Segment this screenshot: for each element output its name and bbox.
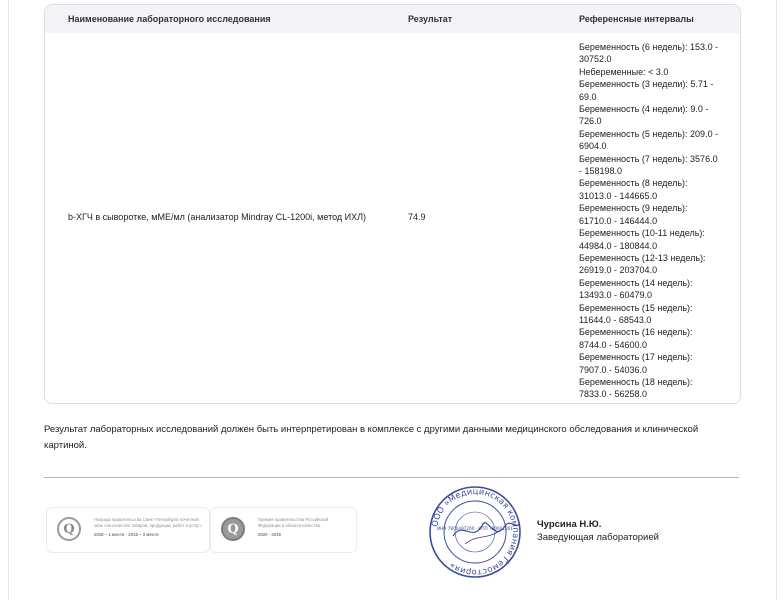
reference-line: Беременность (6 недель): 153.0 - [579,42,719,52]
reference-line: 31013.0 - 144665.0 [579,190,658,201]
reference-line: Беременность (3 недели): 5.71 - [579,79,714,90]
reference-line: Беременность (5 недель): 209.0 - [579,128,719,139]
signer-name: Чурсина Н.Ю. [537,519,602,530]
signer-role: Заведующая лабораторией [537,532,659,543]
quality-logo-icon: Q [57,517,81,541]
reference-line: 44984.0 - 180844.0 [579,240,658,251]
reference-line: Беременность (14 недель): [579,277,693,288]
reference-line: 8744.0 - 54600.0 [579,339,648,350]
award-badge-spb [46,507,210,553]
reference-line: Беременность (15 недель): [579,302,693,313]
results-table [44,4,741,404]
divider [44,477,739,478]
award-text: Награда правительства Санкт-Петербурга почетный знак «За качество товаров, продукции, работ и услуг» [94,517,202,528]
reference-line: Небеременные: < 3.0 [579,66,669,77]
reference-line: 26919.0 - 203704.0 [579,265,658,276]
reference-line: 11644.0 - 68543.0 [579,314,652,325]
reference-line: 30752.0 [579,54,612,65]
reference-line: 13493.0 - 60479.0 [579,290,653,301]
reference-line: 7907.0 - 54036.0 [579,364,648,375]
reference-line: 69.0 [579,91,597,102]
reference-line: Беременность (17 недель): [579,352,693,363]
reference-line: Беременность (16 недель): [579,327,693,338]
disclaimer-note: Результат лабораторных исследований должен быть интерпретирован в комплексе с другими данными медицинского обследования и клинической картиной. [44,424,699,451]
reference-line: Беременность (9 недель): [579,203,688,214]
header-result: Результат [408,14,453,24]
header-reference: Референсные интервалы [579,14,694,24]
reference-line: Беременность (4 недели): 9.0 - [579,104,709,115]
reference-line: Беременность (7 недель): 3576.0 [579,153,718,164]
header-test-name: Наименование лабораторного исследования [68,14,271,24]
award-years: 2018 – 1 место · 2016 – 3 место [94,532,159,537]
reference-line: Беременность (10-11 недель): [579,228,705,239]
table-header [45,5,740,33]
award-badge-rf [210,507,357,553]
reference-line: Беременность (12-13 недель): [579,252,706,263]
reference-line: Беременность (18 недель): [579,376,693,387]
reference-line: - 158198.0 [579,166,623,177]
test-name: b-ХГЧ в сыворотке, мМЕ/мл (анализатор Mindray CL-1200i, метод ИХЛ) [68,212,367,222]
svg-text:ООО «Медицинская компания Гемо: ООО «Медицинская компания Гемостория» [429,485,522,579]
svg-text:ИНН 7806497260 · КПП 780601001: ИНН 7806497260 · КПП 780601001 [437,526,513,531]
quality-logo-icon: Q [221,517,245,541]
reference-line: 726.0 [579,116,602,127]
company-stamp-icon [425,484,525,580]
award-years: 2020 · 2019 [258,532,281,537]
reference-intervals [579,41,734,401]
test-result: 74.9 [408,212,426,222]
reference-line: 7833.0 - 56258.0 [579,389,648,400]
award-text: Премия правительства Российской Федерации в области качества [258,517,329,528]
reference-line: Беременность (8 недель): [579,178,688,189]
reference-line: 6904.0 [579,141,607,152]
reference-line: 61710.0 - 146444.0 [579,215,658,226]
